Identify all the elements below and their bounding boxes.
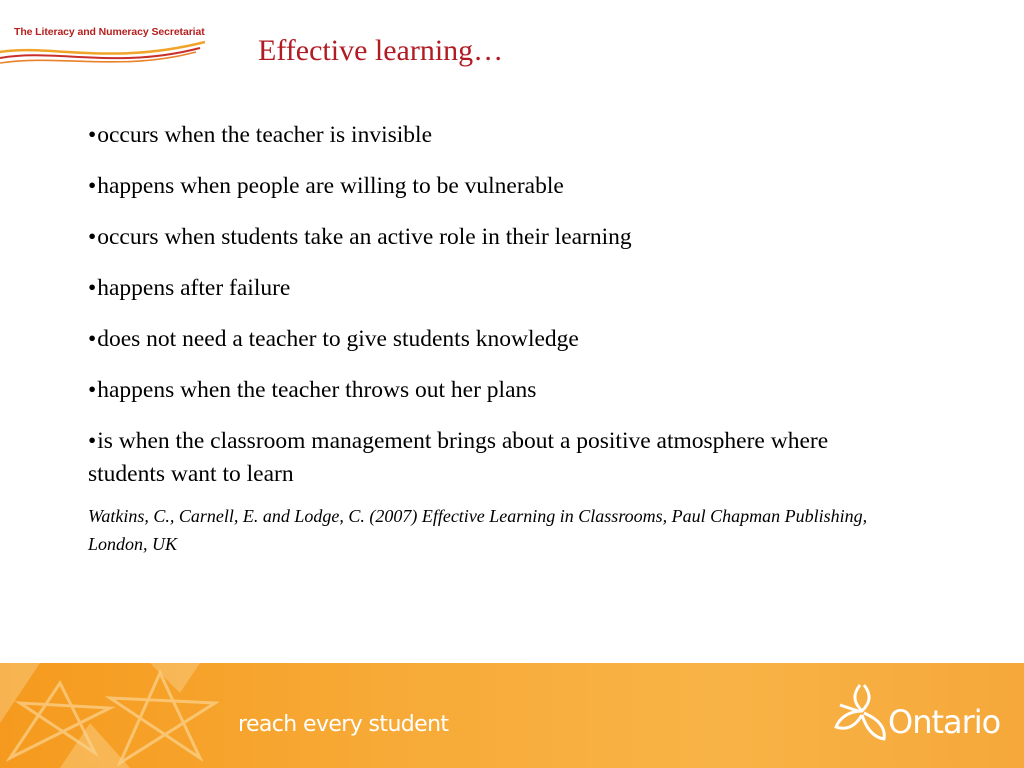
bullet-item	[88, 170, 888, 203]
bullet-text: happens after failure	[97, 275, 291, 301]
bullet-marker: •	[88, 428, 97, 454]
bullet-marker: •	[88, 377, 97, 403]
bullet-text: occurs when students take an active role in their learning	[97, 224, 632, 250]
bullet-item	[88, 323, 888, 356]
ontario-wordmark: Ontario	[888, 703, 1001, 741]
bullet-list	[88, 119, 888, 558]
bullet-item	[88, 119, 888, 152]
bullet-marker: •	[88, 173, 97, 199]
brand-text: The Literacy and Numeracy Secretariat	[14, 26, 205, 38]
bullet-item	[88, 425, 888, 491]
bullet-text: occurs when the teacher is invisible	[97, 122, 432, 148]
bullet-text: does not need a teacher to give students knowledge	[97, 326, 579, 352]
bullet-text: happens when the teacher throws out her plans	[97, 377, 537, 403]
bullet-text: happens when people are willing to be vulnerable	[97, 173, 564, 199]
brand-logo	[0, 0, 210, 75]
bullet-text: is when the classroom management brings about a positive atmosphere where students want to learn	[88, 428, 829, 487]
slide-title: Effective learning…	[258, 34, 504, 67]
bullet-item	[88, 374, 888, 407]
bullet-marker: •	[88, 326, 97, 352]
trillium-icon	[832, 681, 892, 751]
swoosh-icon	[0, 36, 210, 76]
citation: Watkins, C., Carnell, E. and Lodge, C. (2007) Effective Learning in Classrooms, Paul Chapman Publishing, London, UK	[88, 506, 868, 554]
bullet-item	[88, 221, 888, 254]
bullet-marker: •	[88, 224, 97, 250]
star-pattern-icon	[0, 663, 240, 768]
bullet-marker: •	[88, 275, 97, 301]
tagline: reach every student	[238, 712, 449, 737]
footer-banner	[0, 663, 1024, 768]
bullet-item	[88, 272, 888, 305]
bullet-marker: •	[88, 122, 97, 148]
